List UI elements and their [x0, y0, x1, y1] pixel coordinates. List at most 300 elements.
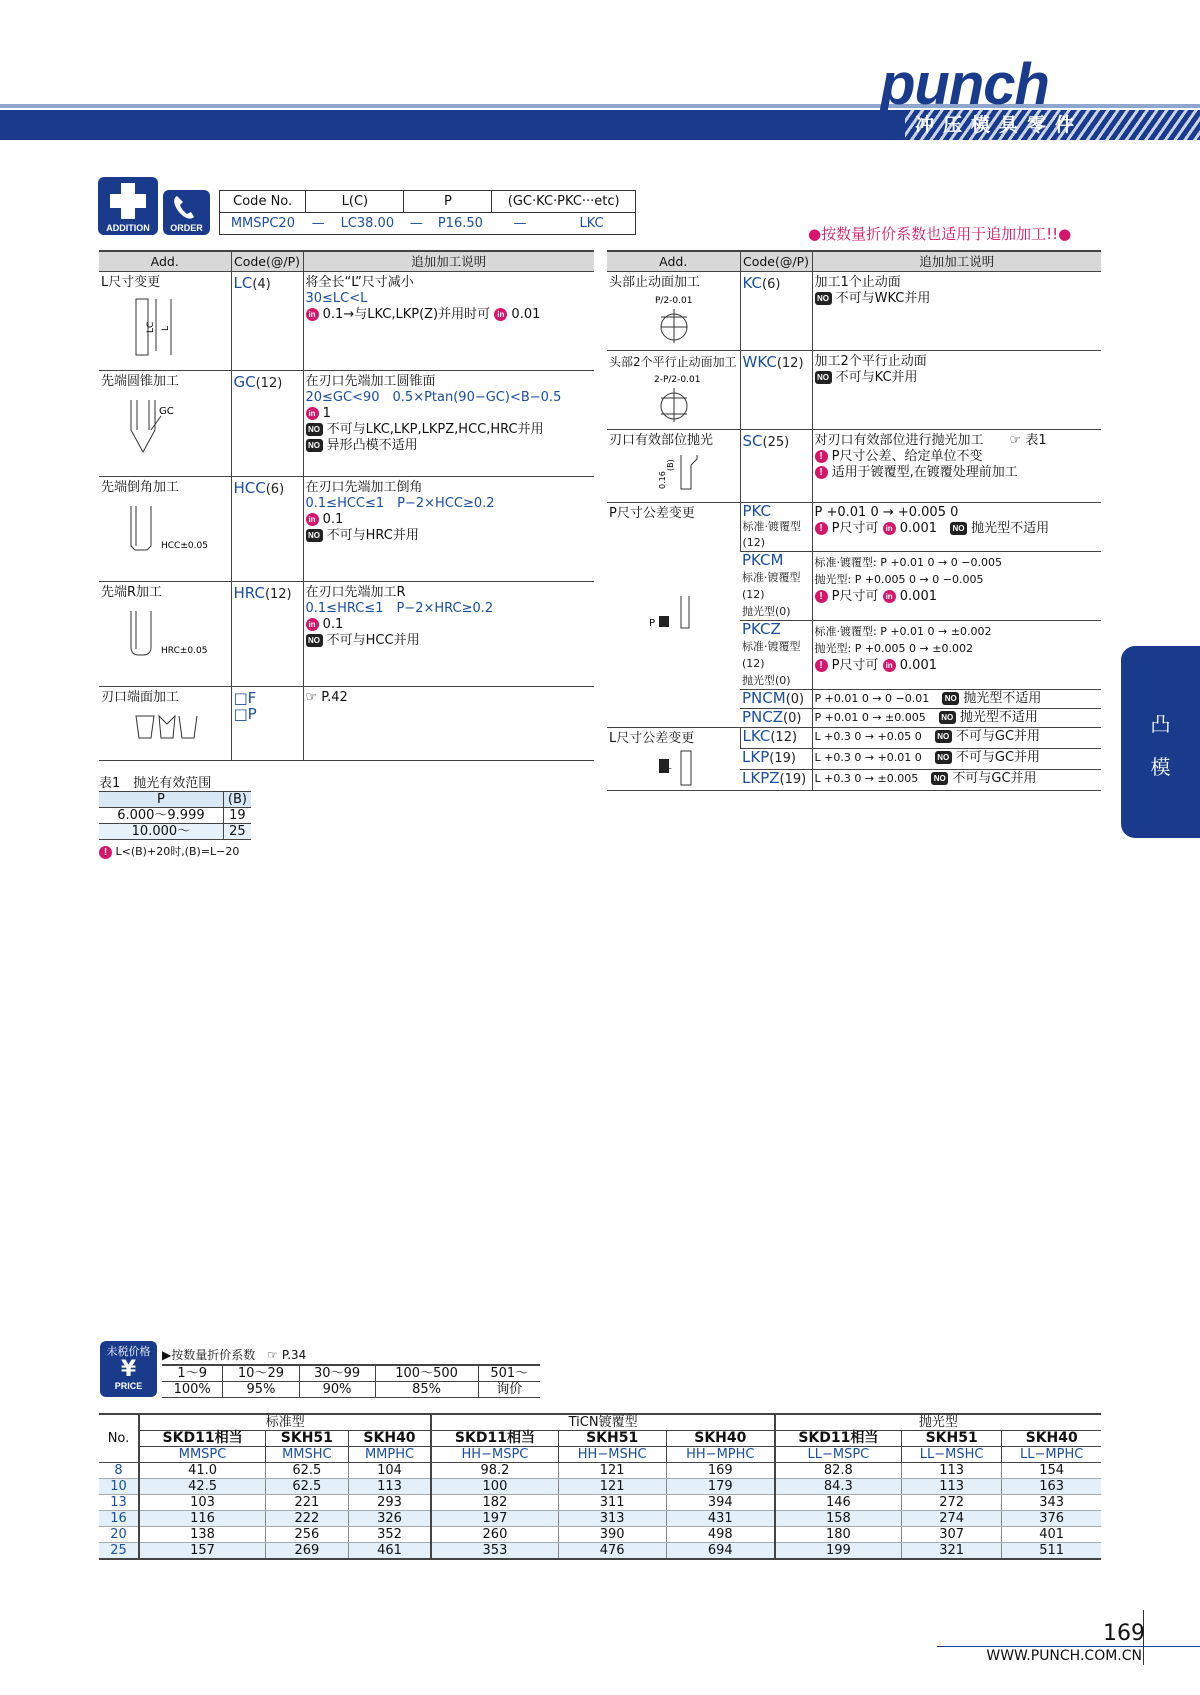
desc-line: P尺寸可 [831, 657, 879, 673]
price-cell: 197 [431, 1511, 558, 1527]
no-icon: NO [931, 772, 948, 785]
col-header: 追加加工说明 [812, 251, 1101, 271]
brand-logo: punch [880, 52, 1049, 117]
code-text: PNCZ [742, 707, 784, 726]
price-tile [100, 1341, 157, 1397]
desc-line: 不可与HCC并用 [326, 632, 420, 648]
polish-cell: 25 [223, 824, 251, 840]
price-cell: 461 [348, 1543, 431, 1560]
addition-tile [98, 177, 158, 235]
price-cell: 103 [139, 1495, 266, 1511]
price-cell: 394 [666, 1495, 774, 1511]
price-cell: 431 [666, 1511, 774, 1527]
code-header: P [404, 191, 492, 213]
price-cell: 62.5 [266, 1463, 349, 1479]
in-icon: in [306, 618, 319, 631]
code-price: (6) [265, 481, 285, 497]
size-no-cell: 20 [99, 1527, 139, 1543]
desc-line: 标准·镀覆型: P +0.01 0 → ±0.002 [814, 624, 992, 638]
code-price: (25) [762, 434, 790, 450]
no-icon: NO [935, 751, 952, 764]
size-no-cell: 8 [99, 1463, 139, 1479]
code-price: 标准·镀覆型(12) [742, 519, 801, 549]
desc-line: 0.01 [511, 306, 541, 322]
add-name-text: 头部止动面加工 [609, 274, 701, 290]
desc-line: 异形凸模不适用 [326, 437, 418, 453]
size-no-cell: 13 [99, 1495, 139, 1511]
figure-p [609, 582, 737, 642]
product-code-header: MMPHC [348, 1447, 431, 1463]
code-price: 标准·镀覆型(12) [742, 570, 801, 601]
col-header: Code(@/P) [740, 251, 812, 271]
price-cell: 169 [666, 1463, 774, 1479]
code-sep: — [404, 213, 429, 235]
code-header: L(C) [306, 191, 404, 213]
price-cell: 146 [775, 1495, 902, 1511]
price-cell: 121 [558, 1479, 666, 1495]
polish-note [99, 843, 239, 859]
order-tile [163, 190, 210, 235]
rate-cell: 100% [162, 1382, 223, 1398]
price-cell: 154 [1002, 1463, 1101, 1479]
desc-line: L +0.3 0 → ±0.005 [814, 771, 919, 785]
group-header: TiCN镀覆型 [431, 1414, 774, 1431]
group-header: 标准型 [139, 1414, 431, 1431]
in-icon: in [494, 308, 507, 321]
addition-label: ADDITION [106, 223, 150, 233]
category-side-tab[interactable] [1121, 646, 1200, 838]
add-code [231, 686, 303, 760]
price-cell: 476 [558, 1543, 666, 1560]
desc-line: 加工1个止动面 [814, 274, 901, 290]
price-cell: 313 [558, 1511, 666, 1527]
add-name [607, 429, 740, 502]
side-tab-char: 凸 [1150, 712, 1171, 736]
col-header: Code(@/P) [231, 251, 303, 271]
code-price: (12) [255, 375, 283, 391]
fig-label: 2-P/2-0.01 [654, 374, 701, 385]
desc-line: 0.001 [899, 588, 937, 604]
price-table [99, 1413, 1101, 1560]
figure-kc [609, 291, 737, 347]
product-code-header: MMSPC [139, 1447, 266, 1463]
code-example: LKC [548, 213, 635, 235]
material-header: SKH40 [348, 1431, 431, 1447]
size-no-cell: 25 [99, 1543, 139, 1560]
left-addition-table [99, 250, 594, 761]
rate-cell: 85% [375, 1382, 478, 1398]
add-code [740, 769, 812, 790]
code-sep: — [306, 213, 331, 235]
figure-gc [101, 390, 221, 460]
fig-label: LC [146, 321, 156, 333]
footer-hline [937, 1646, 1200, 1647]
col-header: 追加加工说明 [303, 251, 594, 271]
table-row [99, 1527, 1101, 1543]
price-cell: 353 [431, 1543, 558, 1560]
desc-line: P +0.01 0 → ±0.005 [814, 710, 926, 724]
add-name-text: 先端R加工 [101, 584, 163, 600]
price-cell: 113 [348, 1479, 431, 1495]
price-cell: 104 [348, 1463, 431, 1479]
add-name [99, 271, 231, 370]
price-tile-top: 未税价格 [106, 1345, 151, 1358]
group-header: 抛光型 [775, 1414, 1101, 1431]
price-cell: 293 [348, 1495, 431, 1511]
material-header: SKH51 [266, 1431, 349, 1447]
code-header: (GC·KC·PKC···etc) [492, 191, 636, 213]
yen-icon: ¥ [120, 1357, 137, 1382]
fig-label: 0.16 [658, 470, 667, 489]
caution-icon: ! [815, 590, 828, 603]
price-cell: 62.5 [266, 1479, 349, 1495]
code-price: (6) [762, 276, 781, 292]
add-code [231, 370, 303, 476]
code-text: □F [233, 688, 257, 707]
polish-cell: 6.000～9.999 [99, 808, 223, 824]
table-row [99, 1463, 1101, 1479]
desc-line: 抛光型: P +0.005 0 → ±0.002 [814, 641, 973, 655]
desc-line: 抛光型不适用 [971, 520, 1050, 536]
side-tab-char: 模 [1150, 755, 1171, 779]
fig-label: L [161, 325, 171, 331]
price-cell: 41.0 [139, 1463, 266, 1479]
figure-hrc [101, 601, 221, 661]
product-code-header: HH−MPHC [666, 1447, 774, 1463]
add-code [231, 271, 303, 370]
desc-line: ☞ P.42 [305, 689, 348, 705]
desc-line: 不可与GC并用 [955, 728, 1041, 744]
add-desc [812, 708, 1101, 727]
code-example: MMSPC20 [220, 213, 306, 235]
add-name-text: 头部2个平行止动面加工 [609, 354, 737, 369]
desc-line: 30≤LC<L [305, 290, 368, 306]
no-icon: NO [306, 529, 323, 542]
add-name [99, 581, 231, 686]
price-tile-bottom: PRICE [114, 1381, 143, 1391]
add-code [740, 689, 812, 708]
price-cell: 376 [1002, 1511, 1101, 1527]
figure-lc [101, 291, 221, 361]
price-cell: 694 [666, 1543, 774, 1560]
product-code-header: LL−MPHC [1002, 1447, 1101, 1463]
desc-line: L +0.3 0 → +0.05 0 [814, 729, 922, 743]
add-name [607, 727, 740, 790]
price-cell: 221 [266, 1495, 349, 1511]
add-desc [303, 581, 594, 686]
material-header: SKH51 [558, 1431, 666, 1447]
table-row [99, 1495, 1101, 1511]
col-header: Add. [99, 251, 231, 271]
polish-header: P [99, 792, 223, 808]
in-icon: in [306, 308, 319, 321]
code-price: (0) [783, 710, 802, 726]
code-price: 抛光型(0) [742, 673, 791, 687]
product-code-header: LL−MSPC [775, 1447, 902, 1463]
code-sep: — [492, 213, 548, 235]
discount-title-text: ▶按数量折价系数 [162, 1348, 256, 1362]
website-link[interactable]: WWW.PUNCH.COM.CN [986, 1648, 1142, 1664]
add-name-text: 刃口端面加工 [101, 689, 180, 705]
add-code [740, 748, 812, 769]
qty-cell: 1～9 [162, 1365, 223, 1382]
material-header: SKD11相当 [431, 1431, 558, 1447]
price-cell: 269 [266, 1543, 349, 1560]
caution-icon: ! [815, 522, 828, 535]
price-cell: 343 [1002, 1495, 1101, 1511]
discount-table [162, 1364, 540, 1398]
caution-icon: ! [815, 450, 828, 463]
table-row [99, 1543, 1101, 1560]
col-header: Add. [607, 251, 740, 271]
qty-cell: 30～99 [299, 1365, 375, 1382]
price-cell: 157 [139, 1543, 266, 1560]
add-code [740, 551, 812, 620]
no-icon: NO [939, 711, 956, 724]
desc-line: 加工2个平行止动面 [814, 353, 927, 369]
desc-line: 适用于镀覆型,在镀覆处理前加工 [831, 464, 1018, 480]
size-no-cell: 10 [99, 1479, 139, 1495]
add-desc [303, 476, 594, 581]
add-desc [812, 350, 1101, 429]
add-code [231, 581, 303, 686]
add-desc [812, 769, 1101, 790]
add-name-text: L尺寸公差变更 [609, 730, 695, 746]
desc-line: P尺寸可 [831, 588, 879, 604]
add-code [740, 620, 812, 689]
price-cell: 390 [558, 1527, 666, 1543]
price-cell: 401 [1002, 1527, 1101, 1543]
fig-label: GC [159, 405, 174, 417]
no-header: No. [99, 1414, 139, 1463]
figure-wkc [609, 370, 737, 426]
polish-cell: 10.000～ [99, 824, 223, 840]
add-code [740, 271, 812, 350]
price-cell: 113 [901, 1479, 1001, 1495]
fig-label: L [667, 761, 672, 771]
desc-line: 0.1 [322, 616, 344, 632]
order-label: ORDER [170, 223, 203, 233]
fig-label: (B) [666, 458, 675, 471]
product-code-header: HH−MSPC [431, 1447, 558, 1463]
desc-line: 不可与HRC并用 [326, 527, 419, 543]
price-cell: 84.3 [775, 1479, 902, 1495]
desc-line: 0.001 [899, 520, 937, 536]
code-text: PNCM [742, 688, 786, 707]
qty-cell: 100～500 [375, 1365, 478, 1382]
desc-line: P尺寸公差、给定单位不变 [831, 448, 983, 464]
polish-cell: 19 [223, 808, 251, 824]
price-cell: 116 [139, 1511, 266, 1527]
price-cell: 307 [901, 1527, 1001, 1543]
add-name-text: 刃口有效部位抛光 [609, 432, 714, 448]
desc-line: L +0.3 0 → +0.01 0 [814, 750, 922, 764]
figure-lt [609, 747, 737, 787]
in-icon: in [883, 590, 896, 603]
no-icon: NO [950, 522, 967, 535]
product-code-header: LL−MSHC [901, 1447, 1001, 1463]
size-no-cell: 16 [99, 1511, 139, 1527]
code-text: □P [233, 704, 257, 723]
add-code [740, 429, 812, 502]
discount-note: ●按数量折价系数也适用于追加加工!!● [808, 225, 1072, 243]
polish-table-title: 表1 抛光有效范围 [99, 776, 212, 791]
price-cell: 100 [431, 1479, 558, 1495]
table-ref-link[interactable]: ☞ 表1 [1009, 432, 1047, 448]
no-icon: NO [935, 730, 952, 743]
code-text: WKC [742, 352, 777, 371]
price-cell: 311 [558, 1495, 666, 1511]
price-cell: 321 [901, 1543, 1001, 1560]
price-cell: 42.5 [139, 1479, 266, 1495]
discount-ref-link[interactable]: ☞ P.34 [267, 1348, 307, 1362]
add-name [607, 502, 740, 727]
code-text: KC [742, 273, 762, 292]
add-code [740, 350, 812, 429]
price-cell: 326 [348, 1511, 431, 1527]
discount-title [162, 1346, 306, 1363]
add-desc [812, 727, 1101, 748]
desc-line: 不可与WKC并用 [835, 290, 931, 306]
price-cell: 180 [775, 1527, 902, 1543]
desc-line: 将全长“L”尺寸减小 [305, 274, 414, 290]
fig-label: P [649, 617, 656, 629]
code-text: PKC [742, 501, 772, 520]
desc-line: 0.001 [899, 657, 937, 673]
price-cell: 199 [775, 1543, 902, 1560]
material-header: SKH40 [1002, 1431, 1101, 1447]
code-example: P16.50 [429, 213, 492, 235]
desc-line: 抛光型不适用 [959, 709, 1038, 725]
rate-cell: 90% [299, 1382, 375, 1398]
in-icon: in [306, 513, 319, 526]
price-cell: 179 [666, 1479, 774, 1495]
add-name-text: P尺寸公差变更 [609, 505, 695, 521]
add-code [740, 727, 812, 748]
rate-cell: 询价 [478, 1382, 540, 1398]
add-desc [303, 686, 594, 760]
no-icon: NO [306, 423, 323, 436]
product-code-header: HH−MSHC [558, 1447, 666, 1463]
desc-line: P尺寸可 [831, 520, 879, 536]
polish-header: (B) [223, 792, 251, 808]
code-price: (19) [779, 771, 807, 787]
polish-table [99, 791, 251, 840]
add-desc [303, 271, 594, 370]
desc-line: 0.1→与LKC,LKP(Z)并用时可 [322, 306, 491, 322]
code-text: LKC [742, 726, 771, 745]
code-text: HCC [233, 478, 266, 497]
add-desc [812, 689, 1101, 708]
add-desc [812, 551, 1101, 620]
in-icon: in [883, 522, 896, 535]
figure-hcc [101, 496, 221, 556]
add-desc [812, 748, 1101, 769]
in-icon: in [306, 407, 319, 420]
add-desc [303, 370, 594, 476]
desc-line: 20≤GC<90 0.5×Ptan(90−GC)<B−0.5 [305, 389, 562, 405]
code-price: (4) [252, 276, 271, 292]
caution-icon: ! [99, 846, 112, 859]
code-price: (12) [776, 355, 804, 371]
material-header: SKD11相当 [139, 1431, 266, 1447]
code-price: 抛光型(0) [742, 604, 791, 618]
figure-face [101, 706, 221, 746]
add-name-text: 先端圆锥加工 [101, 373, 180, 389]
code-price: (12) [264, 586, 292, 602]
add-name [99, 686, 231, 760]
add-name [607, 350, 740, 429]
price-cell: 511 [1002, 1543, 1101, 1560]
qty-cell: 501～ [478, 1365, 540, 1382]
code-price: (12) [770, 729, 798, 745]
no-icon: NO [942, 692, 959, 705]
desc-line: 0.1≤HCC≤1 P−2×HCC≥0.2 [305, 495, 495, 511]
desc-line: 抛光型不适用 [963, 690, 1042, 706]
code-price: (0) [785, 691, 805, 707]
add-name [99, 370, 231, 476]
caution-icon: ! [815, 466, 828, 479]
no-icon: NO [815, 292, 832, 305]
price-cell: 182 [431, 1495, 558, 1511]
in-icon: in [883, 659, 896, 672]
price-cell: 113 [901, 1463, 1001, 1479]
add-name [607, 271, 740, 350]
add-code [740, 502, 812, 551]
add-desc [812, 429, 1101, 502]
desc-line: P +0.01 0 → 0 −0.01 [814, 691, 930, 705]
price-cell: 352 [348, 1527, 431, 1543]
desc-line: 0.1≤HRC≤1 P−2×HRC≥0.2 [305, 600, 494, 616]
desc-line: 不可与GC并用 [955, 749, 1041, 765]
no-icon: NO [815, 371, 832, 384]
add-desc [812, 620, 1101, 689]
page-number: 169 [1103, 1621, 1145, 1646]
desc-line: P +0.01 0 → +0.005 0 [814, 504, 959, 520]
desc-line: 在刃口先端加工倒角 [305, 479, 423, 495]
desc-line: 不可与GC并用 [952, 770, 1037, 786]
price-cell: 498 [666, 1527, 774, 1543]
add-code [231, 476, 303, 581]
desc-line: 抛光型: P +0.005 0 → 0 −0.005 [814, 572, 984, 586]
price-cell: 121 [558, 1463, 666, 1479]
desc-line: 在刃口先端加工圆锥面 [305, 373, 436, 389]
table-row [99, 1511, 1101, 1527]
code-text: HRC [233, 583, 265, 602]
plus-icon [98, 177, 158, 223]
price-cell: 138 [139, 1527, 266, 1543]
desc-line: 对刃口有效部位进行抛光加工 [814, 432, 984, 448]
qty-cell: 10～29 [223, 1365, 299, 1382]
code-text: LKPZ [742, 768, 780, 787]
fig-label: P/2-0.01 [655, 295, 693, 306]
price-cell: 82.8 [775, 1463, 902, 1479]
caution-icon: ! [815, 659, 828, 672]
desc-line: 在刃口先端加工R [305, 584, 406, 600]
desc-line: 1 [322, 405, 331, 421]
phone-icon [163, 190, 210, 224]
right-addition-table [607, 250, 1101, 791]
material-header: SKH40 [666, 1431, 774, 1447]
desc-line: 不可与LKC,LKP,LKPZ,HCC,HRC并用 [326, 421, 544, 437]
add-name-text: L尺寸变更 [101, 274, 161, 290]
code-text: LC [233, 273, 253, 292]
price-cell: 163 [1002, 1479, 1101, 1495]
desc-line: 不可与KC并用 [835, 369, 918, 385]
add-name [99, 476, 231, 581]
price-cell: 260 [431, 1527, 558, 1543]
desc-line: 0.1 [322, 511, 344, 527]
